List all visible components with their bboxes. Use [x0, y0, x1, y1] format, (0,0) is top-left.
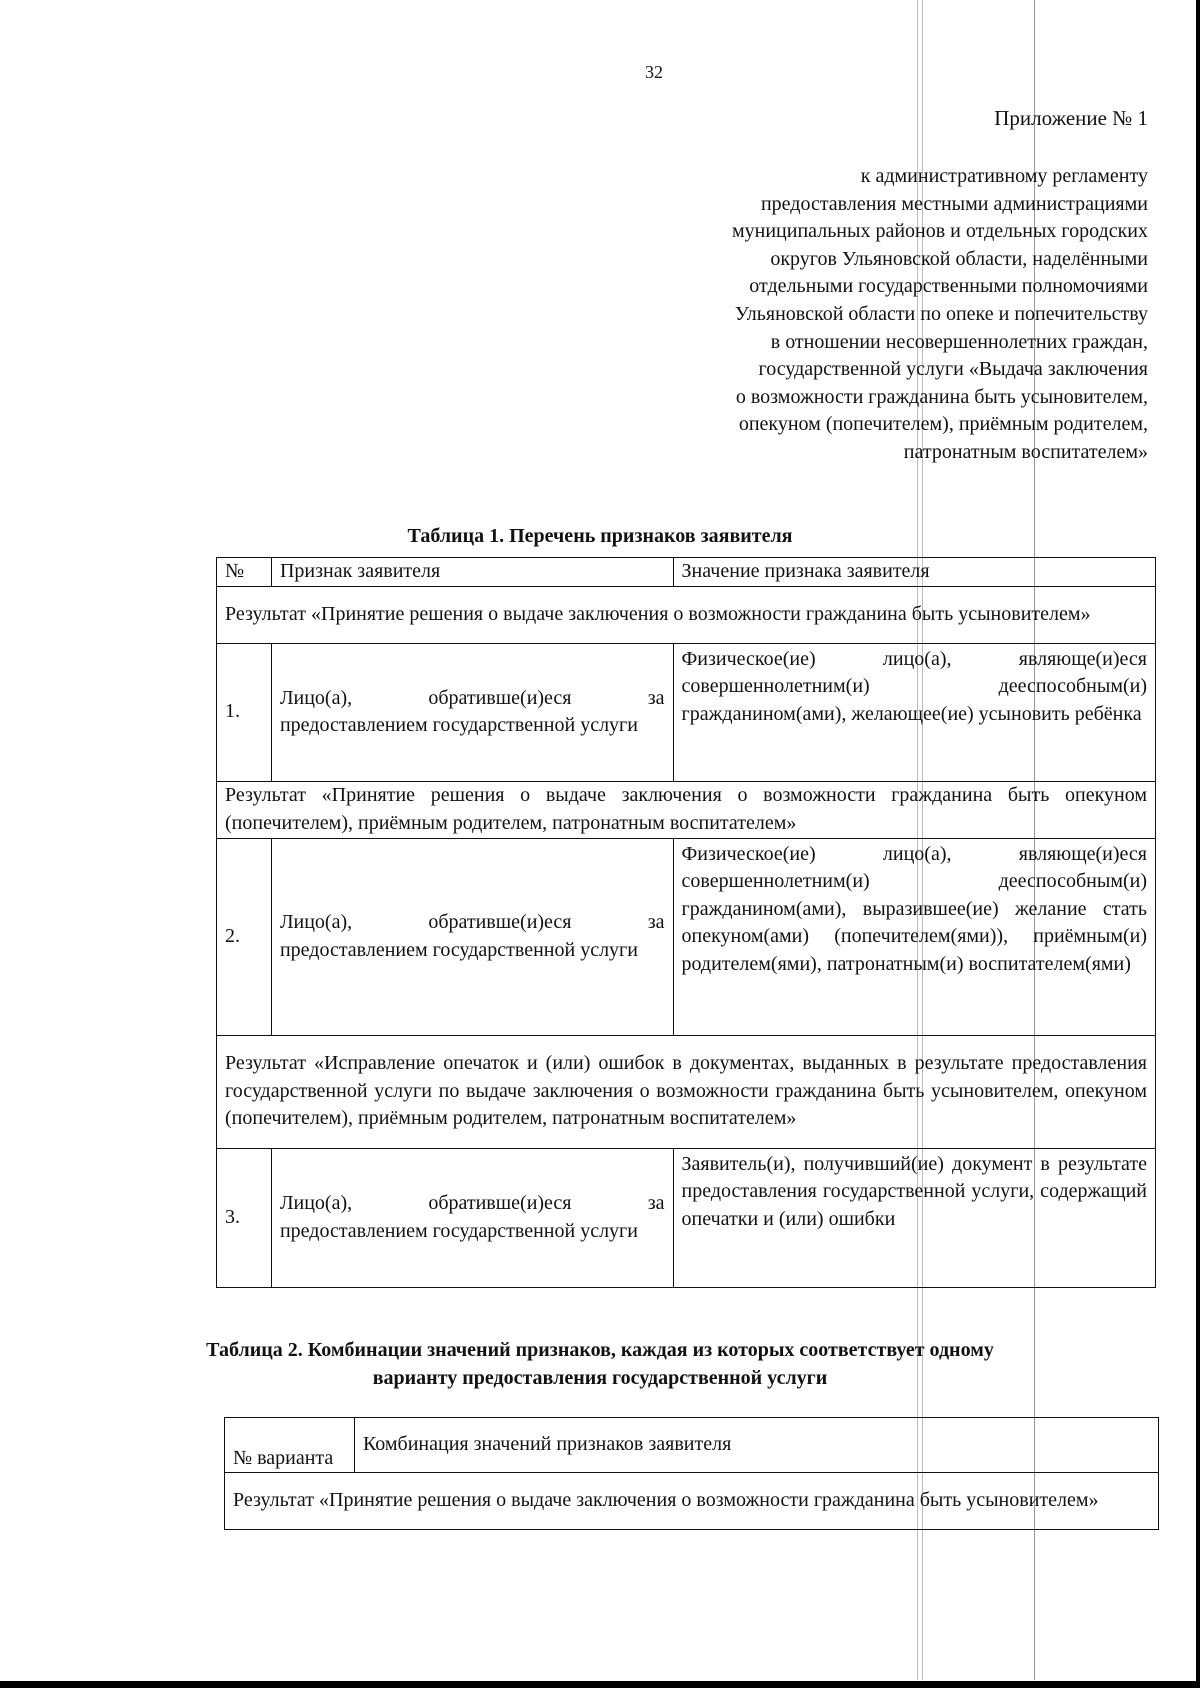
- scan-border-bottom: [0, 1681, 1200, 1688]
- row-sign: Лицо(а), обратившe(и)еся за предоставлением государственной услуги: [271, 1148, 673, 1287]
- result-text: Результат «Принятие решения о выдаче заключения о возможности гражданина быть опекуном (попечителем), приёмным родителем, патронатным воспитателем»: [217, 781, 1156, 838]
- appendix-line: патронатным воспитателем»: [903, 440, 1148, 463]
- appendix-subtitle: [548, 163, 1148, 467]
- table-row: [217, 1148, 1156, 1287]
- table2-header-row: [225, 1418, 1159, 1473]
- table2-result-row: [225, 1473, 1159, 1530]
- table1-header-value: Значение признака заявителя: [673, 558, 1156, 587]
- table1-result-row: [217, 781, 1156, 838]
- table1-header-row: [217, 558, 1156, 587]
- table2-caption-line1: Таблица 2. Комбинации значений признаков, каждая из которых соответствует одному: [206, 1339, 994, 1361]
- appendix-title: Приложение № 1: [994, 106, 1148, 130]
- table2: [224, 1417, 1159, 1530]
- appendix-line: о возможности гражданина быть усыновителем,: [735, 385, 1148, 408]
- result-text: Результат «Принятие решения о выдаче заключения о возможности гражданина быть усыновителем»: [225, 1473, 1159, 1530]
- appendix-line: округов Ульяновской области, наделёнными: [770, 247, 1148, 270]
- appendix-line: Ульяновской области по опеке и попечительству: [734, 302, 1148, 325]
- table1-header-num: №: [217, 558, 272, 587]
- table1-result-row: [217, 1035, 1156, 1148]
- result-text: Результат «Принятие решения о выдаче заключения о возможности гражданина быть усыновителем»: [217, 586, 1156, 643]
- scan-border-right: [1196, 0, 1200, 1688]
- row-number: 1.: [217, 643, 272, 781]
- appendix-line: отдельными государственными полномочиями: [749, 275, 1148, 298]
- row-value: Заявитель(и), получивший(ие) документ в результате предоставления государственной услуги, содержащий опечатки и (или) ошибки: [673, 1148, 1156, 1287]
- table1-header-sign: Признак заявителя: [271, 558, 673, 587]
- appendix-line: предоставления местными администрациями: [760, 192, 1148, 215]
- row-number: 3.: [217, 1148, 272, 1287]
- table-row: [217, 838, 1156, 1035]
- table1: [216, 557, 1156, 1288]
- row-sign: Лицо(а), обратившe(и)еся за предоставлением государственной услуги: [271, 838, 673, 1035]
- appendix-line: государственной услуги «Выдача заключения: [758, 358, 1148, 381]
- result-text: Результат «Исправление опечаток и (или) ошибок в документах, выданных в результате предоставления государственной услуги по выдаче заключения о возможности гражданина быть усыновителем, опекуном (попечителем), приёмным родителем, патронатным воспитателем»: [217, 1035, 1156, 1148]
- appendix-line: в отношении несовершеннолетних граждан,: [770, 330, 1148, 353]
- row-value: Физическое(ие) лицо(а), являюще(и)еся совершеннолетним(и) дееспособным(и) гражданином(ами), желающее(ие) усыновить ребёнка: [673, 643, 1156, 781]
- table1-caption: Таблица 1. Перечень признаков заявителя: [407, 525, 793, 547]
- table1-result-row: [217, 586, 1156, 643]
- appendix-line: опекуном (попечителем), приёмным родителем,: [738, 413, 1148, 436]
- table2-header-variant: № варианта: [225, 1418, 355, 1473]
- table-row: [217, 643, 1156, 781]
- table2-caption-line2: варианту предоставления государственной услуги: [372, 1367, 828, 1389]
- row-value: Физическое(ие) лицо(а), являюще(и)еся совершеннолетним(и) дееспособным(и) гражданином(ами), выразившее(ие) желание стать опекуном(ами) (попечителем(ями)), приёмным(и) родителем(ями), патронатным(и) воспитателем(ями): [673, 838, 1156, 1035]
- appendix-line: муниципальных районов и отдельных городских: [731, 220, 1148, 243]
- appendix-line: к административному регламенту: [860, 165, 1148, 187]
- row-number: 2.: [217, 838, 272, 1035]
- page-number: 32: [645, 62, 663, 82]
- row-sign: Лицо(а), обратившe(и)еся за предоставлением государственной услуги: [271, 643, 673, 781]
- table2-header-combination: Комбинация значений признаков заявителя: [354, 1418, 1158, 1473]
